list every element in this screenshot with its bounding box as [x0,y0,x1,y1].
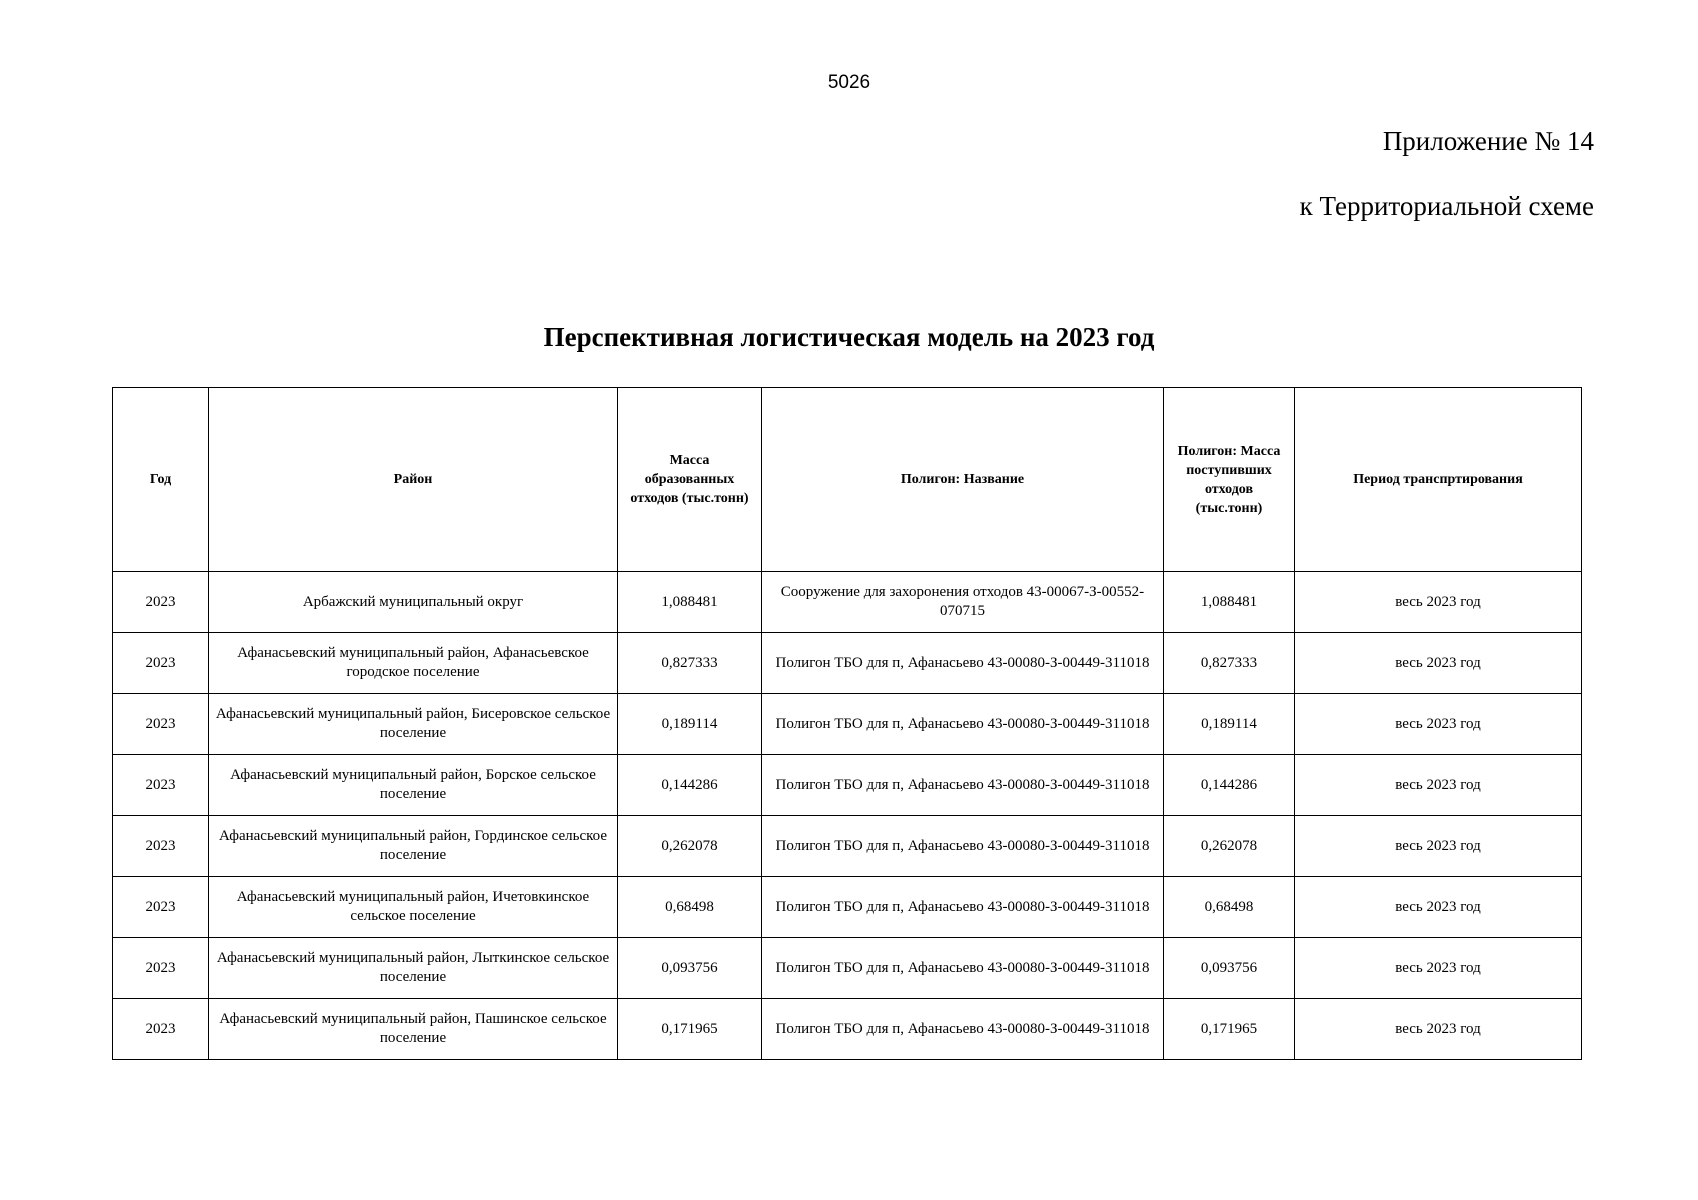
cell-period: весь 2023 год [1295,755,1582,816]
cell-mass-generated: 0,68498 [618,877,762,938]
cell-landfill-name: Полигон ТБО для п, Афанасьево 43-00080-З-00449-311018 [762,938,1164,999]
cell-period: весь 2023 год [1295,877,1582,938]
cell-mass-generated: 0,262078 [618,816,762,877]
cell-mass-generated: 1,088481 [618,572,762,633]
cell-landfill-name: Полигон ТБО для п, Афанасьево 43-00080-З-00449-311018 [762,633,1164,694]
cell-period: весь 2023 год [1295,694,1582,755]
header-year: Год [113,388,209,572]
logistics-model-table [112,387,1582,1060]
table-header-row [113,388,1582,572]
cell-district: Афанасьевский муниципальный район, Афанасьевское городское поселение [209,633,618,694]
header-district: Район [209,388,618,572]
cell-period: весь 2023 год [1295,938,1582,999]
table-row [113,572,1582,633]
header-landfill-mass: Полигон: Масса поступивших отходов (тыс.тонн) [1164,388,1295,572]
cell-landfill-name: Полигон ТБО для п, Афанасьево 43-00080-З-00449-311018 [762,999,1164,1060]
table-row [113,694,1582,755]
cell-district: Афанасьевский муниципальный район, Борское сельское поселение [209,755,618,816]
cell-mass-generated: 0,144286 [618,755,762,816]
cell-district: Афанасьевский муниципальный район, Пашинское сельское поселение [209,999,618,1060]
cell-district: Афанасьевский муниципальный район, Ичетовкинское сельское поселение [209,877,618,938]
table-row [113,877,1582,938]
table-row [113,938,1582,999]
header-landfill-name: Полигон: Название [762,388,1164,572]
cell-landfill-name: Полигон ТБО для п, Афанасьево 43-00080-З-00449-311018 [762,816,1164,877]
table-row [113,999,1582,1060]
table-row [113,633,1582,694]
cell-landfill-mass: 0,189114 [1164,694,1295,755]
cell-period: весь 2023 год [1295,572,1582,633]
cell-landfill-mass: 0,262078 [1164,816,1295,877]
cell-landfill-mass: 0,827333 [1164,633,1295,694]
document-title: Перспективная логистическая модель на 2023 год [543,322,1155,352]
cell-year: 2023 [113,572,209,633]
cell-year: 2023 [113,816,209,877]
cell-year: 2023 [113,938,209,999]
cell-period: весь 2023 год [1295,999,1582,1060]
cell-mass-generated: 0,093756 [618,938,762,999]
cell-landfill-mass: 0,144286 [1164,755,1295,816]
cell-year: 2023 [113,694,209,755]
cell-period: весь 2023 год [1295,816,1582,877]
cell-district: Афанасьевский муниципальный район, Бисеровское сельское поселение [209,694,618,755]
cell-landfill-mass: 1,088481 [1164,572,1295,633]
cell-year: 2023 [113,999,209,1060]
cell-year: 2023 [113,877,209,938]
table-row [113,816,1582,877]
cell-year: 2023 [113,633,209,694]
appendix-number: Приложение № 14 [1382,126,1594,156]
cell-period: весь 2023 год [1295,633,1582,694]
cell-mass-generated: 0,827333 [618,633,762,694]
header-mass-generated: Масса образованных отходов (тыс.тонн) [618,388,762,572]
cell-landfill-mass: 0,093756 [1164,938,1295,999]
cell-landfill-mass: 0,171965 [1164,999,1295,1060]
cell-district: Арбажский муниципальный округ [209,572,618,633]
header-period: Период транспртирования [1295,388,1582,572]
cell-landfill-name: Полигон ТБО для п, Афанасьево 43-00080-З-00449-311018 [762,694,1164,755]
page-number: 5026 [827,72,871,93]
cell-mass-generated: 0,189114 [618,694,762,755]
cell-mass-generated: 0,171965 [618,999,762,1060]
cell-year: 2023 [113,755,209,816]
cell-landfill-mass: 0,68498 [1164,877,1295,938]
table-row [113,755,1582,816]
cell-landfill-name: Полигон ТБО для п, Афанасьево 43-00080-З-00449-311018 [762,877,1164,938]
cell-landfill-name: Полигон ТБО для п, Афанасьево 43-00080-З-00449-311018 [762,755,1164,816]
cell-landfill-name: Сооружение для захоронения отходов 43-00067-З-00552-070715 [762,572,1164,633]
cell-district: Афанасьевский муниципальный район, Лыткинское сельское поселение [209,938,618,999]
cell-district: Афанасьевский муниципальный район, Гординское сельское поселение [209,816,618,877]
appendix-reference: к Территориальной схеме [1299,191,1594,221]
